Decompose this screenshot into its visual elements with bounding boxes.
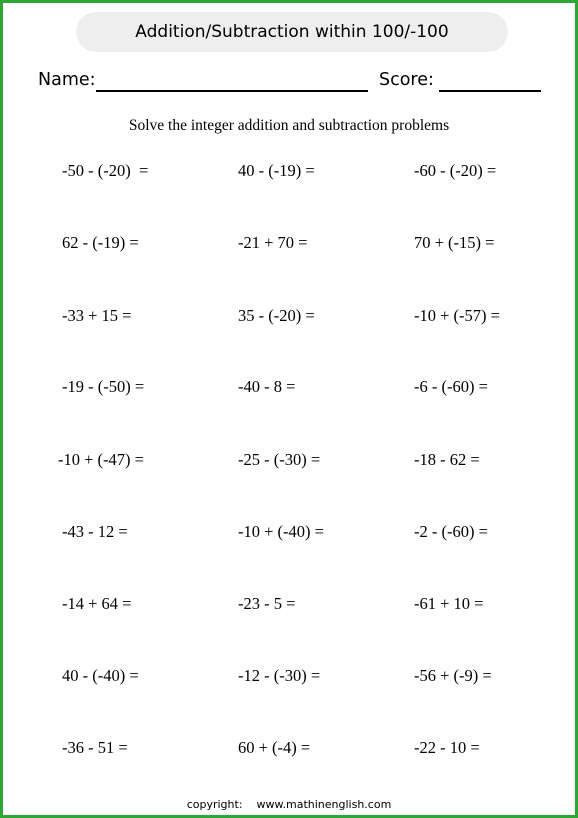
problem-4-1: -19 - (-50) = <box>62 377 145 396</box>
problem-5-3: -18 - 62 = <box>414 450 480 469</box>
copyright-footer: copyright: www.mathinenglish.com <box>186 798 392 811</box>
problem-9-1: -36 - 51 = <box>62 738 128 757</box>
problem-2-1: 62 - (-19) = <box>62 233 139 252</box>
problem-7-3: -61 + 10 = <box>414 594 484 613</box>
problem-1-2: 40 - (-19) = <box>238 161 315 180</box>
problem-3-3: -10 + (-57) = <box>414 306 500 325</box>
problem-6-1: -43 - 12 = <box>62 522 128 541</box>
problem-4-3: -6 - (-60) = <box>414 377 488 396</box>
problem-7-1: -14 + 64 = <box>62 594 132 613</box>
problem-6-3: -2 - (-60) = <box>414 522 488 541</box>
problem-4-2: -40 - 8 = <box>238 377 296 396</box>
problem-8-2: -12 - (-30) = <box>238 666 321 685</box>
problem-1-3: -60 - (-20) = <box>414 161 497 180</box>
problem-6-2: -10 + (-40) = <box>238 522 324 541</box>
problem-3-2: 35 - (-20) = <box>238 306 315 325</box>
problem-7-2: -23 - 5 = <box>238 594 296 613</box>
score-blank-line <box>439 90 541 92</box>
worksheet-title: Addition/Subtraction within 100/-100 <box>135 22 449 42</box>
name-blank-line <box>96 90 368 92</box>
instructions: Solve the integer addition and subtraction problems <box>128 117 450 134</box>
name-score-row <box>38 70 548 94</box>
problem-1-1: -50 - (-20) = <box>62 161 149 180</box>
problem-9-3: -22 - 10 = <box>414 738 480 757</box>
problem-5-2: -25 - (-30) = <box>238 450 321 469</box>
problem-2-2: -21 + 70 = <box>238 233 308 252</box>
problem-2-3: 70 + (-15) = <box>414 233 495 252</box>
problem-8-1: 40 - (-40) = <box>62 666 139 685</box>
problem-5-1: -10 + (-47) = <box>58 450 144 469</box>
problem-9-2: 60 + (-4) = <box>238 738 311 757</box>
problem-3-1: -33 + 15 = <box>62 306 132 325</box>
name-label: Name: <box>38 70 96 90</box>
worksheet-title-banner <box>76 12 508 52</box>
score-label: Score: <box>379 70 434 90</box>
problem-8-3: -56 + (-9) = <box>414 666 492 685</box>
